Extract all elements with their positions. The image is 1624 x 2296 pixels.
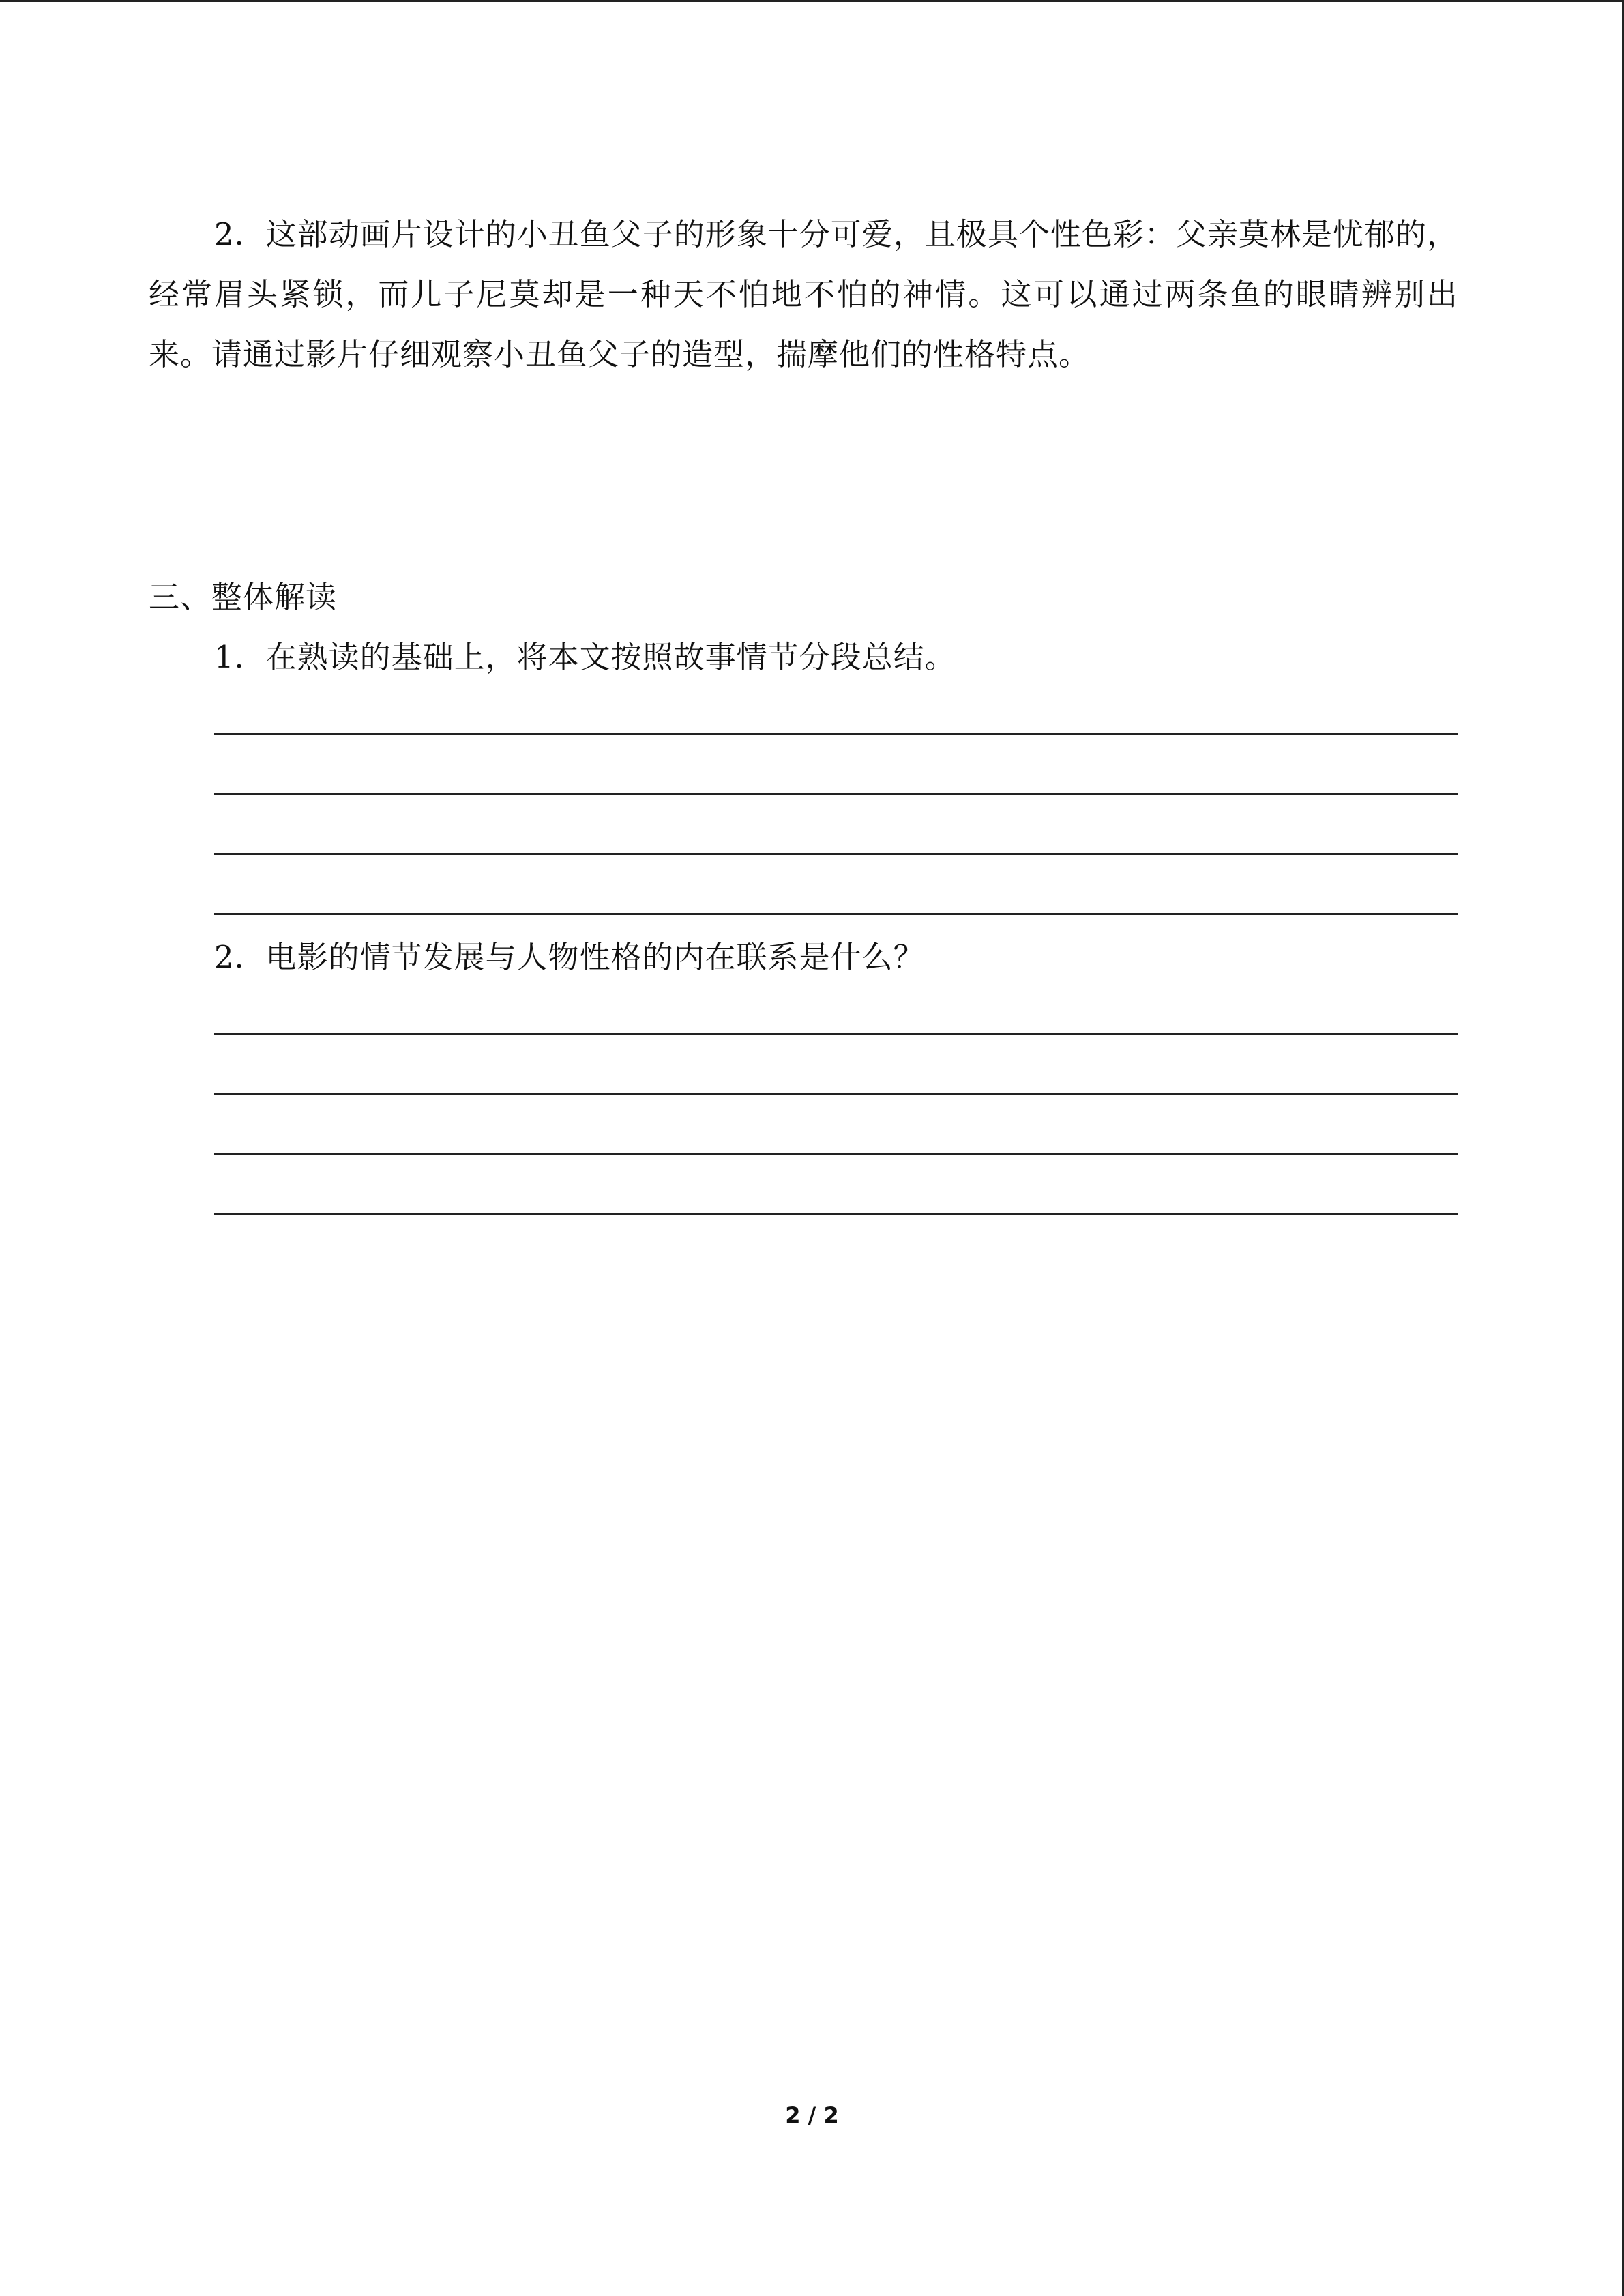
answer-line[interactable] [214, 1153, 1458, 1155]
section-heading: 三、整体解读 [149, 579, 338, 615]
answer-line[interactable] [214, 1033, 1458, 1035]
page-number: 2 / 2 [785, 2102, 839, 2128]
answer-line[interactable] [214, 1093, 1458, 1095]
answer-line[interactable] [214, 733, 1458, 735]
question-paragraph-2: 2．这部动画片设计的小丑鱼父子的形象十分可爱，且极具个性色彩：父亲莫林是忧郁的，经常眉头紧锁，而儿子尼莫却是一种天不怕地不怕的神情。这可以通过两条鱼的眼睛辨别出来。请通过影片仔细观察小丑鱼父子的造型，揣摩他们的性格特点。 [149, 216, 1458, 372]
answer-line[interactable] [214, 913, 1458, 915]
answer-line[interactable] [214, 853, 1458, 855]
answer-line[interactable] [214, 793, 1458, 795]
answer-line[interactable] [214, 1213, 1458, 1215]
top-border-rule [0, 0, 1624, 2]
question-1: 1．在熟读的基础上，将本文按照故事情节分段总结。 [214, 639, 956, 675]
question-2: 2．电影的情节发展与人物性格的内在联系是什么？ [214, 939, 925, 975]
